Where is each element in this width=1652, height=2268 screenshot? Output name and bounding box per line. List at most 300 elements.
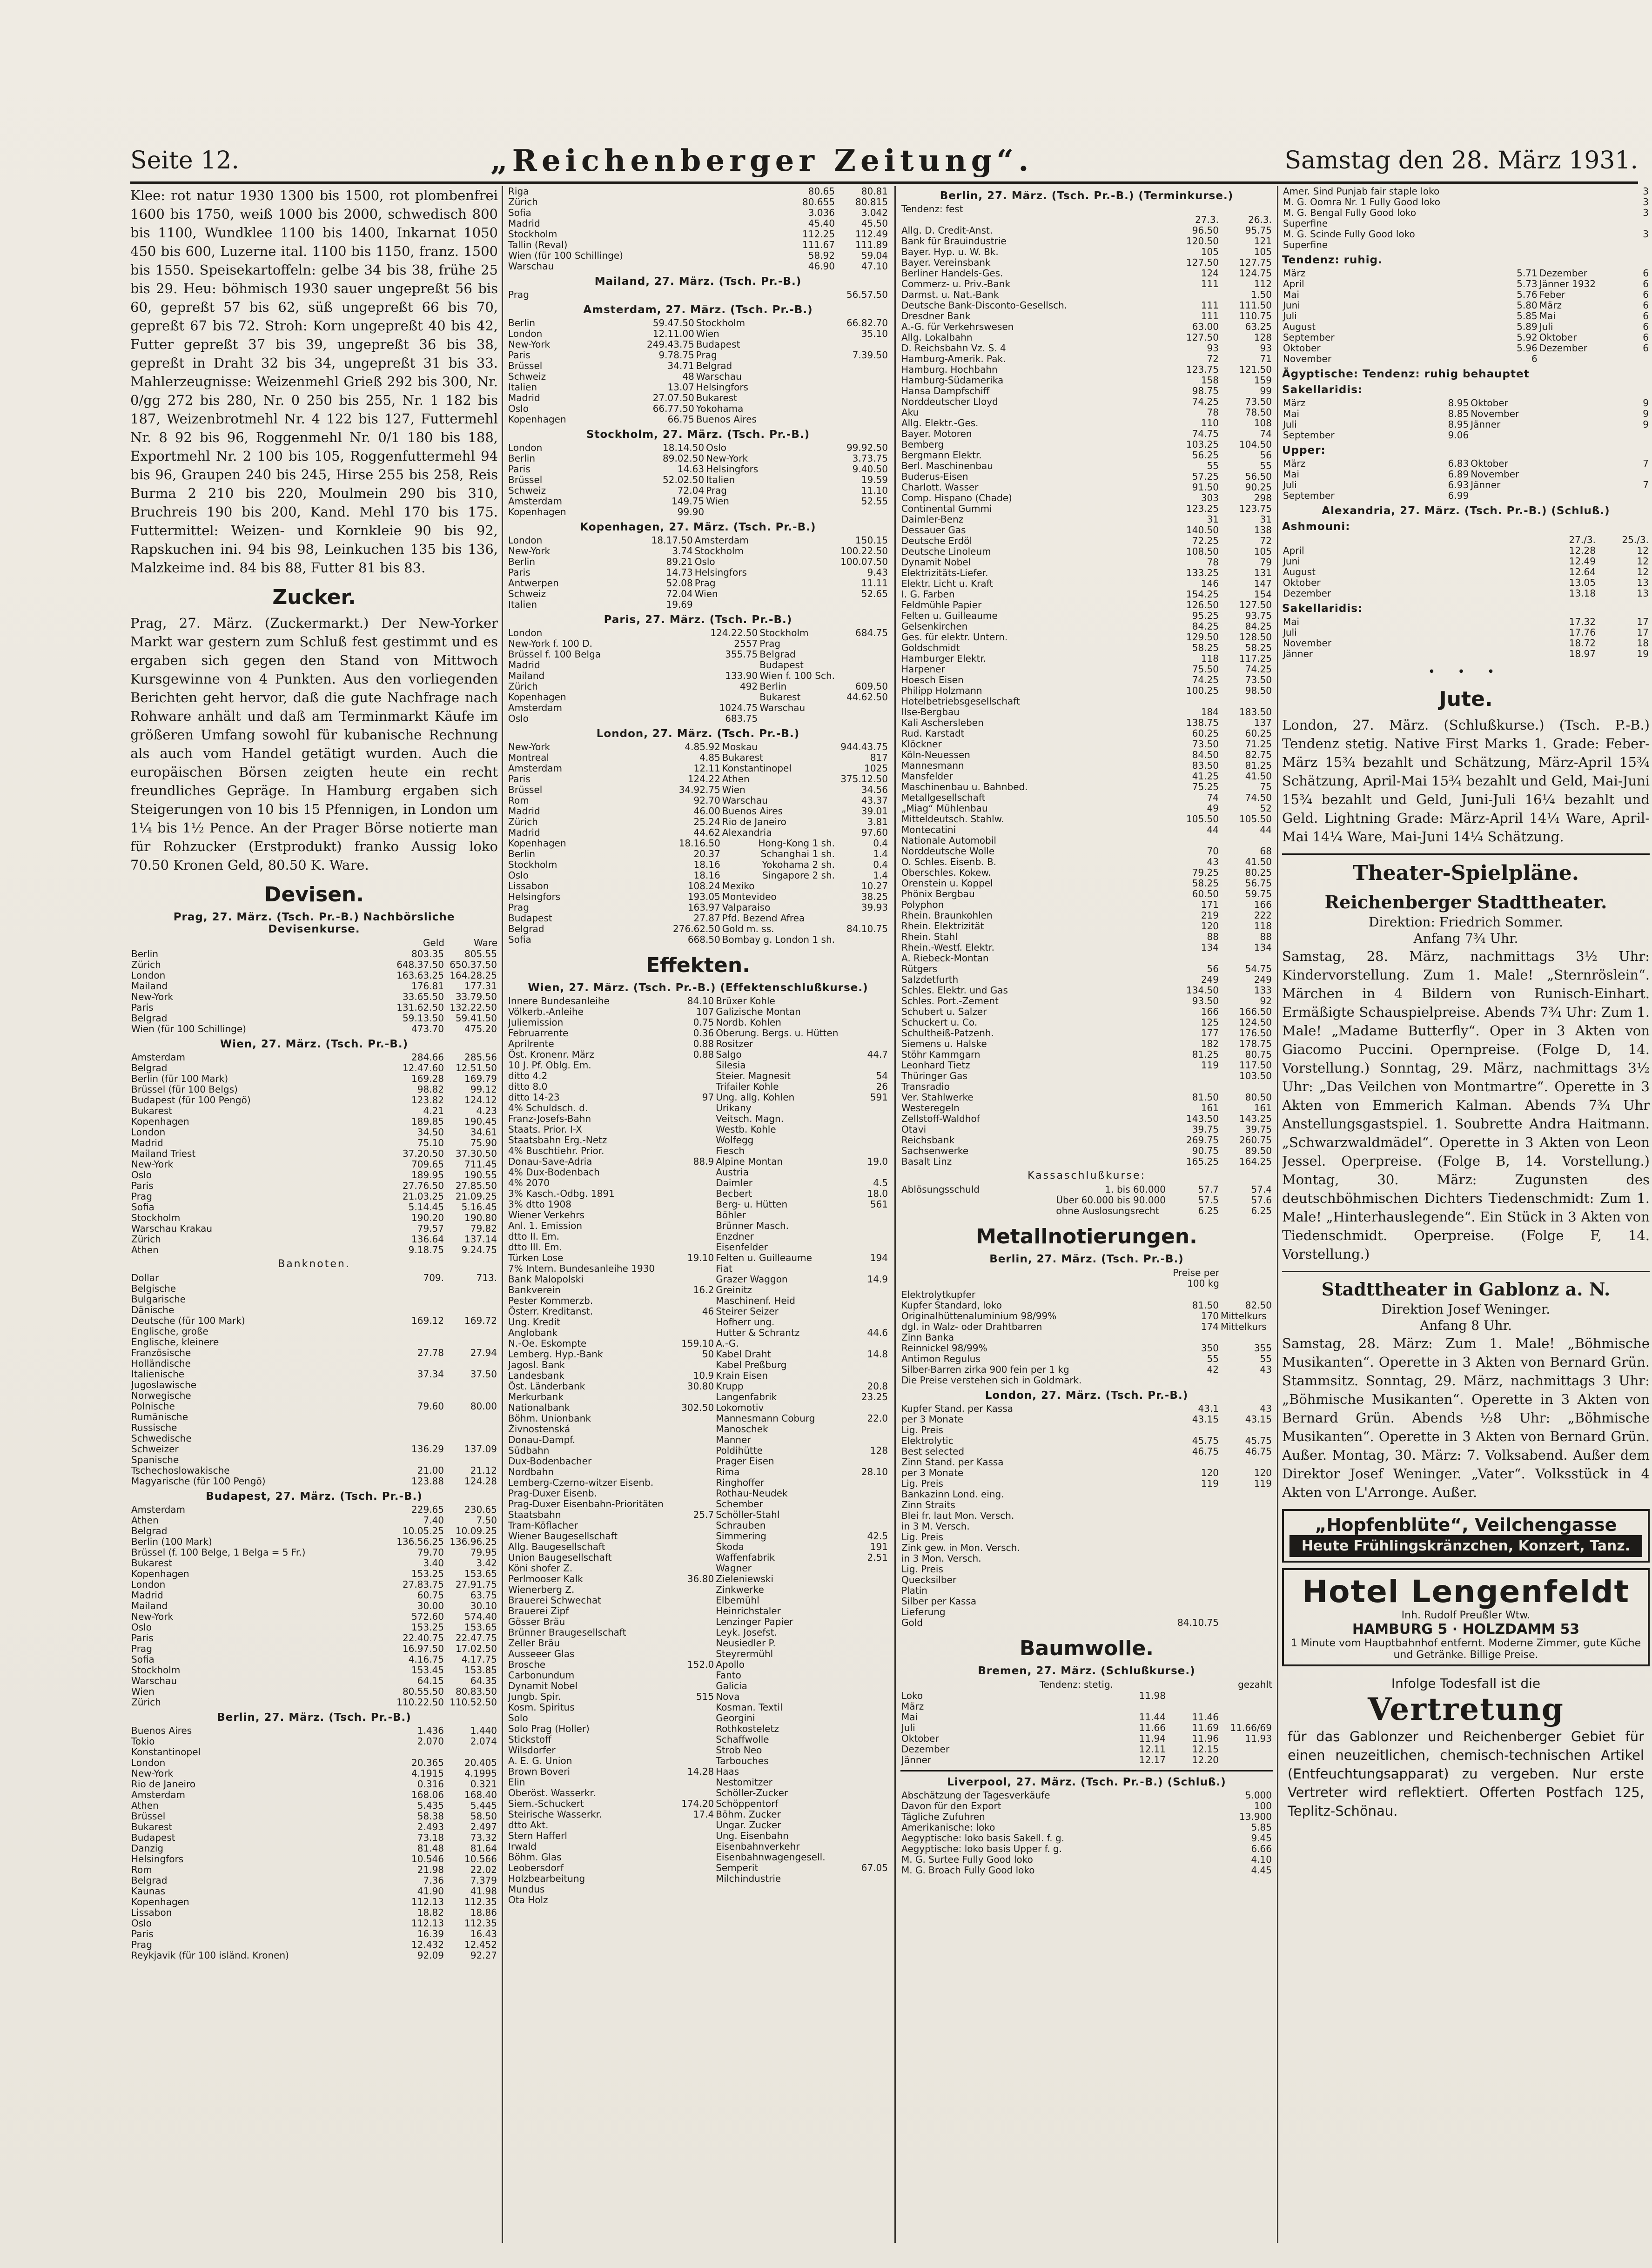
cell-value: 13.07 <box>667 382 694 393</box>
row-label <box>900 1206 1055 1216</box>
table-row <box>507 1895 889 1906</box>
cell-value: Rima <box>716 1467 740 1477</box>
cell-value: 72.25 <box>1192 536 1219 546</box>
zucker-text: Prag, 27. März. (Zuckermarkt.) Der New-Yorker Markt war gestern zum Schluß fest gestimmt und es ergaben sich gegen den Stand von Mittwoch Kursgewinne von 4 Punkten. Aus den vorliegenden Berichten geht hervor, daß die gute Nachfrage nach Rohware anhält und daß am Terminmarkt Käufe im größeren Umfang sowohl für kubanische Rechnung als auch vom Handel getätigt wurden. Auch die europäischen Börsen zeigten heute ein recht freundliches Gepräge. In Hamburg ergaben sich Steigerungen von 10 bis 15 Pfennigen, in London um 1¼ bis 1½ Pence. An der Prager Börse notierte man für Rohzucker (Erstprodukt) franko Aussig loko 70.50 Kronen Geld, 80.50 K. Ware. <box>130 615 498 873</box>
cell-value <box>665 1413 715 1424</box>
cell-value: Galizische Montan <box>716 1007 801 1017</box>
cell-value: Bukarest <box>759 692 801 703</box>
cell-value <box>445 1390 498 1401</box>
cell-value <box>445 1433 498 1444</box>
cell-value: 561 <box>870 1199 888 1210</box>
cell-value: Milchindustrie <box>716 1873 781 1884</box>
row-label: Aegyptische: loko basis Upper f. g. <box>901 1844 1062 1854</box>
cell-value <box>1220 1607 1273 1617</box>
table-row <box>900 857 1273 867</box>
row-label: Solo <box>508 1713 528 1724</box>
row-label: Juni <box>1283 556 1300 567</box>
table-row <box>900 386 1273 396</box>
cell-value: 136.64 <box>411 1234 444 1245</box>
cell-value: 2.074 <box>470 1736 497 1747</box>
table-row <box>900 589 1273 600</box>
cell-value: 473.70 <box>411 1024 444 1034</box>
cell-value <box>1220 1596 1273 1607</box>
table-row <box>900 846 1273 857</box>
table-row <box>900 1146 1273 1156</box>
cell-value: 100 <box>1254 1801 1272 1812</box>
table-row <box>1282 289 1650 300</box>
row-label: Allg. Baugesellschaft <box>508 1542 605 1552</box>
cell-value: 668.50 <box>687 934 720 945</box>
row-label: Thüringer Gas <box>901 1071 967 1081</box>
cell-value: 249 <box>1201 974 1219 985</box>
cell-value: 9 <box>1643 409 1649 419</box>
row-label: Türken Lose <box>508 1253 564 1263</box>
row-label: New-York <box>508 546 551 557</box>
cell-value: 72.04 <box>666 589 693 599</box>
cell-value: 8.85 <box>1448 409 1469 419</box>
row-label: Gösser Bräu <box>508 1617 565 1627</box>
cell-value: Galicia <box>716 1681 747 1691</box>
cell-value: Ung. Eisenbahn <box>716 1831 789 1841</box>
cell-value <box>836 393 889 403</box>
cell-value: 16.2 <box>693 1285 714 1295</box>
cell-value: 19.0 <box>867 1156 888 1167</box>
cell-value <box>836 660 889 671</box>
row-label: London <box>508 628 543 638</box>
table-row <box>130 1601 498 1611</box>
row-label: Schweiz <box>508 589 546 599</box>
cell-value: 12.432 <box>411 1939 444 1950</box>
cell-value: 79 <box>1260 557 1272 568</box>
cell-value: Juli <box>1539 322 1553 332</box>
cell-value: 133.90 <box>725 671 758 681</box>
cell-value <box>1220 1553 1273 1564</box>
table-row <box>507 1049 889 1060</box>
cell-value: 19.10 <box>687 1253 714 1263</box>
row-label: Wiener Baugesellschaft <box>508 1531 618 1542</box>
cell-value <box>839 1360 889 1370</box>
row-label: Donau-Dampf. <box>508 1435 576 1445</box>
row-label: Siemens u. Halske <box>901 1039 987 1049</box>
cell-value: Helsingfors <box>706 464 759 475</box>
cell-value: 84.25 <box>1192 621 1219 632</box>
cell-value <box>1597 430 1650 441</box>
cell-value: 0.316 <box>417 1779 444 1790</box>
cell-value: 124.75 <box>1239 268 1272 279</box>
cell-value: Schöller-Zucker <box>716 1788 788 1798</box>
table-row <box>130 1106 498 1116</box>
cell-value: ohne Auslosungsrecht <box>1056 1206 1159 1216</box>
row-label: Ges. für elektr. Untern. <box>901 632 1008 643</box>
cell-value: Wien <box>722 785 745 795</box>
cell-value: 81.64 <box>470 1843 497 1854</box>
row-label: Bukarest <box>131 1558 173 1569</box>
cell-value <box>839 1670 889 1681</box>
table-row <box>507 464 889 475</box>
cell-value: 574.40 <box>464 1611 497 1622</box>
cell-value: Elbemühl <box>716 1595 759 1606</box>
table-row <box>130 1768 498 1779</box>
bremen-heading: Bremen, 27. März. (Schlußkurse.) <box>978 1665 1195 1677</box>
row-label: Polyphon <box>901 899 944 910</box>
cell-value: Steirer Seizer <box>716 1306 779 1317</box>
cell-value: Salgo <box>716 1049 742 1060</box>
row-label: Kopenhagen <box>508 692 566 703</box>
cell-value <box>839 1499 889 1510</box>
cell-value <box>665 1435 715 1445</box>
cell-value <box>665 1863 715 1873</box>
cell-value: Kosman. Textil <box>716 1702 783 1713</box>
row-label: Staatsbahn Erg.-Netz <box>508 1135 607 1146</box>
cell-value: Wien f. 100 Sch. <box>759 671 835 681</box>
table-row <box>507 329 889 339</box>
table-row <box>900 407 1273 418</box>
cell-value: 128 <box>870 1445 888 1456</box>
cell-value: 219 <box>1201 910 1219 921</box>
cell-value: Fiesch <box>716 1146 745 1156</box>
jute-text: London, 27. März. (Schlußkurse.) (Tsch. P.-B.) Tendenz stetig. Native First Marks 1. Grade: Feber-März 15¾ bezahlt und Schätzung, März-April 15¾ Schätzung, April-Mai 15¾ bezahlt und Geld, Mai-Juni 15¾ bezahlt und Geld, Juni-Juli 16¼ bezahlt und Geld. Lightning Grade: März-April 14¼ Ware, April-Mai 14¼ Ware, Mai-Juni 14¼ Schätzung. <box>1282 717 1650 845</box>
table-row <box>900 1691 1273 1701</box>
row-label: Belgrad <box>131 1063 168 1074</box>
cell-value: 44.7 <box>867 1049 888 1060</box>
cell-value: Mannesmann Coburg <box>716 1413 815 1424</box>
table-row <box>130 1294 498 1305</box>
row-label: Schles. Port.-Zement <box>901 996 999 1007</box>
cell-value: 90.25 <box>1245 482 1272 493</box>
row-label: Silber per Kassa <box>901 1596 977 1607</box>
table-row <box>507 1402 889 1413</box>
cell-value: 105 <box>1201 247 1219 257</box>
cell-value: Jänner <box>1471 419 1501 430</box>
cell-value: 22.02 <box>470 1865 497 1875</box>
cell-value <box>839 1456 889 1467</box>
row-label: Berlin (100 Mark) <box>131 1537 212 1547</box>
cell-value <box>836 339 889 350</box>
divider <box>1282 1271 1650 1272</box>
cell-value: 97 <box>702 1092 714 1103</box>
table-row <box>507 546 889 557</box>
row-label: Madrid <box>508 218 540 229</box>
row-label: Živnostenská <box>508 1424 571 1435</box>
cell-value: 11.66 <box>1139 1723 1166 1733</box>
cell-value <box>665 1702 715 1713</box>
cell-value <box>665 1488 715 1499</box>
paper-title: „Reichenberger Zeitung“. <box>490 143 1034 178</box>
row-label: London <box>131 1758 166 1768</box>
table-row <box>900 279 1273 289</box>
table-row <box>507 339 889 350</box>
cell-value: Prag <box>706 485 727 496</box>
cell-value <box>665 1114 715 1124</box>
cell-value: 6.93 <box>1448 480 1469 490</box>
cell-value: Italien <box>706 475 735 485</box>
zucker-heading: Zucker. <box>272 585 356 609</box>
table-row <box>900 792 1273 803</box>
cell-value <box>665 1595 715 1606</box>
table-row <box>900 1489 1273 1500</box>
cell-value: 5.16.45 <box>461 1202 497 1213</box>
cell-value <box>1220 953 1273 964</box>
cell-value <box>839 1477 889 1488</box>
table-row <box>507 1317 889 1328</box>
table-row <box>1282 638 1650 649</box>
cell-value: Prag <box>694 578 716 589</box>
cell-value <box>665 1756 715 1766</box>
cell-value: 711.45 <box>464 1159 497 1170</box>
table-row <box>1282 469 1650 480</box>
cell-value: 79.60 <box>417 1401 444 1412</box>
cell-value: 20.37 <box>693 849 720 859</box>
row-label: London <box>131 1579 166 1590</box>
wien-heading: Wien, 27. März. (Tsch. Pr.-B.) <box>220 1038 409 1050</box>
cell-value <box>665 1584 715 1595</box>
cell-value: 6 <box>1643 289 1649 300</box>
cell-value: 12.11.00 <box>652 329 694 339</box>
table-row <box>507 996 889 1007</box>
table-row <box>900 1712 1273 1723</box>
table-row <box>507 742 889 752</box>
cell-value: 123.75 <box>1239 503 1272 514</box>
table-row <box>130 1412 498 1423</box>
table-row <box>900 1532 1273 1543</box>
row-label: Brown Boveri <box>508 1766 571 1777</box>
cell-value: 44.62.50 <box>846 692 888 703</box>
table-row <box>900 942 1273 953</box>
kopenhagen-heading: Kopenhagen, 27. März. (Tsch. Pr.-B.) <box>580 521 816 533</box>
cell-value: 184 <box>1201 707 1219 718</box>
table-row <box>900 1865 1273 1876</box>
cell-value: 13.900 <box>1239 1812 1272 1822</box>
cell-value <box>839 1124 889 1135</box>
table-row <box>130 1725 498 1736</box>
table-row <box>130 1476 498 1487</box>
cell-value: 99.12 <box>470 1084 497 1095</box>
ad-text: für das Gablonzer und Reichenberger Gebiet für einen neuzeitlichen, chemisch-technischen Artikel (Entfeuchtungsapparat) zu vergeben. Nur erste Vertreter wird reflektiert. Offerten Postfach 125, Teplitz-Schönau. <box>1288 1729 1644 1819</box>
table-row <box>507 218 889 229</box>
table-row <box>507 881 889 892</box>
cell-value: 26 <box>876 1081 888 1092</box>
cell-value: Grazer Waggon <box>716 1274 788 1285</box>
row-label: Montreal <box>508 752 549 763</box>
table-row <box>130 1537 498 1547</box>
table-row <box>900 760 1273 771</box>
row-label: Madrid <box>508 827 540 838</box>
table-row <box>507 1445 889 1456</box>
prag-table <box>130 937 498 1034</box>
effekten-subheading: Wien, 27. März. (Tsch. Pr.-B.) (Effektenschlußkurse.) <box>528 982 868 994</box>
cell-value: 39.75 <box>1245 1124 1272 1135</box>
cell-value <box>839 1221 889 1231</box>
table-row <box>507 1702 889 1713</box>
table-row <box>900 1114 1273 1124</box>
table-row <box>130 1013 498 1024</box>
row-label: Brüssel <box>508 785 543 795</box>
row-label: Platin <box>901 1585 927 1596</box>
cell-value: 22.47.75 <box>455 1633 497 1644</box>
table-row <box>900 1436 1273 1446</box>
cell-value <box>836 913 889 924</box>
baumwolle-heading: Baumwolle. <box>1020 1637 1154 1660</box>
cell-value: Schöller-Stahl <box>716 1510 780 1520</box>
cell-value: 58.92 <box>808 250 835 261</box>
cell-value <box>839 1103 889 1114</box>
upper-table <box>1282 458 1650 501</box>
row-label: Staats. Prior. I-X <box>508 1124 582 1135</box>
cell-value: 74.75 <box>1192 429 1219 439</box>
cell-value: 52.08 <box>666 578 693 589</box>
cell-value <box>839 1798 889 1809</box>
row-label: Stockholm <box>131 1665 181 1676</box>
row-label: Daimler-Benz <box>901 514 964 525</box>
row-label: Feldmühle Papier <box>901 600 982 611</box>
cell-value: 80.81 <box>861 186 888 197</box>
cell-value: Schanghai 1 sh. <box>760 849 835 859</box>
table-row <box>1282 490 1650 501</box>
cell-value: 166 <box>1201 1007 1219 1017</box>
table-row <box>1282 577 1650 588</box>
cell-value: Semperit <box>716 1863 759 1873</box>
row-label: Zürich <box>508 817 538 827</box>
row-label: Nationalbank <box>508 1402 570 1413</box>
row-label: Berlin (für 100 Mark) <box>131 1074 228 1084</box>
cell-value: Oktober <box>1471 398 1508 409</box>
table-row <box>130 1024 498 1034</box>
row-label: Deutsche Bank-Disconto-Gesellsch. <box>901 300 1068 311</box>
table-row <box>900 611 1273 621</box>
cell-value: 303 <box>1201 493 1219 503</box>
table-row <box>507 361 889 371</box>
row-label: Aprilrente <box>508 1039 554 1049</box>
cell-value <box>1220 1712 1273 1723</box>
cell-value: 9 <box>1643 419 1649 430</box>
cell-value: 46.75 <box>1192 1446 1219 1457</box>
table-row <box>900 889 1273 899</box>
london-heading: London, 27. März. (Tsch. Pr.-B.) <box>596 728 800 740</box>
cell-value: 31 <box>1207 514 1219 525</box>
table-row <box>507 507 889 517</box>
cell-value <box>836 361 889 371</box>
cell-value: 105 <box>1254 247 1272 257</box>
cell-value: 60.25 <box>1245 728 1272 739</box>
cell-value: 71 <box>1260 354 1272 364</box>
cell-value: 174 <box>1201 1322 1219 1332</box>
row-label: Zürich <box>131 1234 161 1245</box>
cell-value: Moskau <box>722 742 758 752</box>
row-label: Superfine <box>1283 218 1328 229</box>
table-row <box>130 1159 498 1170</box>
cell-value <box>1470 430 1597 441</box>
cell-value: 13.18 <box>1569 588 1596 599</box>
cell-value: 30.80 <box>687 1381 714 1392</box>
cell-value <box>839 1114 889 1124</box>
row-label: Sofia <box>131 1202 154 1213</box>
row-label: Jagosl. Bank <box>508 1360 565 1370</box>
row-label <box>900 215 1167 225</box>
row-label: Originalhüttenaluminium 98/99% <box>901 1311 1057 1322</box>
cell-value: 58.25 <box>1192 643 1219 653</box>
table-row <box>900 1322 1273 1332</box>
cell-value <box>1220 1332 1273 1343</box>
cell-value <box>392 1747 445 1758</box>
cell-value: 33.65.50 <box>402 992 444 1002</box>
row-label: D. Reichsbahn Vz. S. 4 <box>901 343 1006 354</box>
row-label: in 3 Mon. Versch. <box>901 1553 981 1564</box>
row-label: Magyarische (für 100 Pengö) <box>131 1476 266 1487</box>
cell-value: 45.75 <box>1192 1436 1219 1446</box>
cell-value <box>1220 1500 1273 1510</box>
cell-value <box>839 1520 889 1531</box>
row-label: Kosm. Spiritus <box>508 1702 575 1713</box>
row-label: New-York <box>131 1611 174 1622</box>
cell-value: 149.75 <box>672 496 705 507</box>
row-label: Deutsche Linoleum <box>901 546 991 557</box>
cell-value: 4.1995 <box>464 1768 497 1779</box>
table-row <box>130 1811 498 1822</box>
cell-value: 6.25 <box>1251 1206 1272 1216</box>
hopfenbluete-ad <box>1282 1509 1650 1563</box>
cell-value: Konstantinopel <box>722 763 792 774</box>
table-row <box>130 1283 498 1294</box>
cell-value: 96.50 <box>1192 225 1219 236</box>
table-row <box>900 1500 1273 1510</box>
table-row <box>130 992 498 1002</box>
cell-value: 9.24.75 <box>461 1245 497 1255</box>
cell-value: 56 <box>1207 964 1219 974</box>
column-header <box>900 1267 1167 1289</box>
cell-value: Berg- u. Hütten <box>716 1199 788 1210</box>
cell-value: Yokohama <box>696 403 744 414</box>
row-label: London <box>508 329 543 339</box>
column-header: gezahlt <box>1238 1679 1272 1690</box>
table-row <box>900 322 1273 332</box>
row-label: A. E. G. Union <box>508 1756 572 1766</box>
row-label: Harpener <box>901 664 945 675</box>
table-row <box>507 1488 889 1499</box>
table-row <box>900 921 1273 932</box>
row-label: N.-Oe. Eskompte <box>508 1338 587 1349</box>
cell-value: 17 <box>1637 627 1649 638</box>
row-label: Transradio <box>901 1081 950 1092</box>
cell-value: 19.59 <box>861 475 888 485</box>
cell-value: 80.815 <box>855 197 888 208</box>
ashmouni-heading: Ashmouni: <box>1282 521 1350 533</box>
paris-table <box>507 628 889 724</box>
cell-value: 684.75 <box>855 628 888 638</box>
cell-value: 121.50 <box>1239 364 1272 375</box>
cell-value: 9.78.75 <box>658 350 694 361</box>
table-row <box>130 1686 498 1697</box>
cell-value <box>1167 1553 1220 1564</box>
cell-value <box>665 1317 715 1328</box>
row-label: Belgrad <box>131 1875 168 1886</box>
cell-value: 13.05 <box>1569 577 1596 588</box>
cell-value: 159 <box>1254 375 1272 386</box>
cell-value <box>839 1745 889 1756</box>
stockholm-table <box>507 443 889 517</box>
row-label: Oberschles. Kokew. <box>901 867 991 878</box>
cell-value: Berlin <box>759 681 787 692</box>
cell-value: 127.75 <box>1239 257 1272 268</box>
row-label: Brüssel f. 100 Belga <box>508 649 601 660</box>
cell-value: 9.43 <box>867 567 888 578</box>
cell-value: 63.25 <box>1245 322 1272 332</box>
row-label: Hoesch Eisen <box>901 675 964 685</box>
cell-value: 34.61 <box>470 1127 497 1138</box>
row-label: Mai <box>1283 289 1300 300</box>
table-row <box>507 752 889 763</box>
cell-value: 10.27 <box>861 881 888 892</box>
table-row <box>900 835 1273 846</box>
